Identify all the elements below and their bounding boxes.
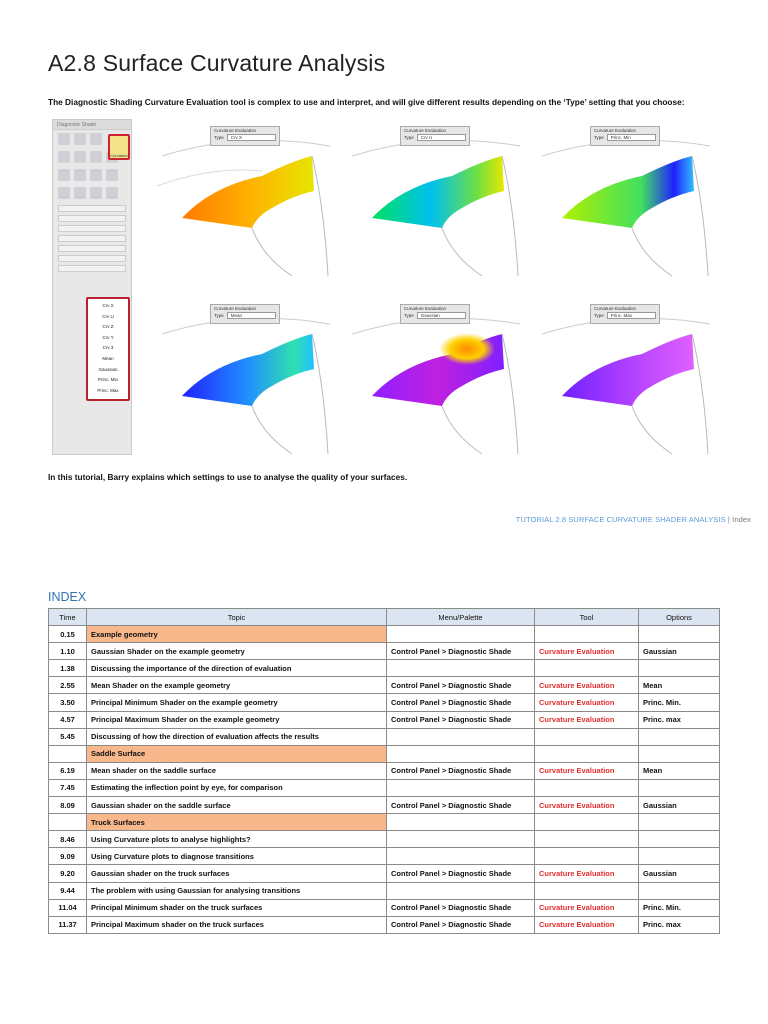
- panel-title: Curvature Evaluation: [594, 306, 637, 311]
- tool-cell: [535, 882, 639, 899]
- tool-cell: [535, 626, 639, 643]
- tool-cell: [535, 728, 639, 745]
- thumbnail-princ-min: [532, 116, 712, 281]
- table-row: [49, 882, 720, 899]
- type-label: Type: [214, 313, 224, 318]
- curvature-button[interactable]: [108, 134, 130, 160]
- curvature-evaluation-panel: [400, 126, 470, 146]
- transparency-field[interactable]: [58, 265, 126, 272]
- dropdown-option[interactable]: Crv 3: [102, 345, 114, 351]
- diagnostic-shade-palette: [52, 119, 132, 455]
- topic-cell: Gaussian shader on the saddle surface: [87, 797, 387, 814]
- type-select[interactable]: Mean: [227, 312, 276, 319]
- tutorial-link[interactable]: [516, 515, 751, 524]
- shade-icon[interactable]: [90, 169, 102, 181]
- type-label: Type: [594, 313, 604, 318]
- time-cell: 3.50: [49, 694, 87, 711]
- options-cell: Mean: [639, 677, 720, 694]
- outro-paragraph: In this tutorial, Barry explains which settings to use to analyse the quality of your surfaces.: [48, 472, 408, 482]
- table-row: [49, 694, 720, 711]
- curvature-evaluation-panel: [400, 304, 470, 324]
- panel-title: Curvature Evaluation: [404, 306, 447, 311]
- dropdown-option[interactable]: Crv Z: [102, 324, 114, 330]
- shade-icon[interactable]: [74, 133, 86, 145]
- table-row: [49, 728, 720, 745]
- menu-cell: [387, 848, 535, 865]
- menu-cell: Control Panel > Diagnostic Shade: [387, 677, 535, 694]
- menu-cell: Control Panel > Diagnostic Shade: [387, 797, 535, 814]
- shade-icon[interactable]: [58, 133, 70, 145]
- topic-cell: Discussing of how the direction of evaluation affects the results: [87, 728, 387, 745]
- tool-cell: Curvature Evaluation: [535, 711, 639, 728]
- shade-icon[interactable]: [58, 187, 70, 199]
- curvature-evaluation-panel: [590, 304, 660, 324]
- table-row: [49, 643, 720, 660]
- dropdown-option[interactable]: Gaussian: [98, 366, 118, 372]
- separator: |: [727, 515, 730, 524]
- level-field[interactable]: [58, 235, 126, 242]
- type-label: Type: [214, 135, 224, 140]
- time-cell: 11.37: [49, 916, 87, 933]
- type-select[interactable]: Princ. Max: [607, 312, 656, 319]
- topic-cell: Principal Minimum Shader on the example geometry: [87, 694, 387, 711]
- shade-icon[interactable]: [58, 151, 70, 163]
- table-row: [49, 626, 720, 643]
- shade-icon[interactable]: [106, 187, 118, 199]
- time-cell: 1.38: [49, 660, 87, 677]
- topic-cell: Discussing the importance of the direction of evaluation: [87, 660, 387, 677]
- shade-icon[interactable]: [90, 187, 102, 199]
- tutorial-link-text[interactable]: TUTORIAL 2.8 SURFACE CURVATURE SHADER ANALYSIS: [515, 515, 726, 524]
- type-label: Type: [404, 313, 414, 318]
- table-row: [49, 779, 720, 796]
- topic-cell: Estimating the inflection point by eye, for comparison: [87, 779, 387, 796]
- type-select[interactable]: Gaussian: [417, 312, 466, 319]
- header-time: Time: [49, 609, 87, 626]
- topic-cell: Example geometry: [87, 626, 387, 643]
- menu-cell: [387, 626, 535, 643]
- tool-cell: [535, 660, 639, 677]
- edge-length-field[interactable]: [58, 225, 126, 232]
- menu-cell: [387, 745, 535, 762]
- time-cell: 0.15: [49, 626, 87, 643]
- tool-cell: [535, 848, 639, 865]
- dropdown-option[interactable]: Crv U: [102, 313, 114, 319]
- index-link[interactable]: Index: [732, 515, 751, 524]
- curvature-evaluation-panel: [210, 304, 280, 324]
- options-cell: [639, 779, 720, 796]
- shade-icon[interactable]: [74, 151, 86, 163]
- tool-cell: [535, 779, 639, 796]
- table-row: [49, 848, 720, 865]
- type-dropdown[interactable]: [86, 297, 130, 401]
- topic-cell: Mean Shader on the example geometry: [87, 677, 387, 694]
- dropdown-option[interactable]: Princ. Min: [97, 377, 118, 383]
- tool-cell: [535, 814, 639, 831]
- menu-cell: Control Panel > Diagnostic Shade: [387, 899, 535, 916]
- palette-title: Diagnostic Shade: [53, 120, 131, 130]
- options-cell: Princ. Min.: [639, 694, 720, 711]
- tool-cell: Curvature Evaluation: [535, 899, 639, 916]
- tool-cell: Curvature Evaluation: [535, 797, 639, 814]
- options-cell: [639, 626, 720, 643]
- table-row: [49, 711, 720, 728]
- topic-cell: Principal Maximum Shader on the example geometry: [87, 711, 387, 728]
- options-cell: Gaussian: [639, 643, 720, 660]
- topic-cell: Mean shader on the saddle surface: [87, 762, 387, 779]
- table-row: [49, 745, 720, 762]
- menu-cell: [387, 882, 535, 899]
- options-cell: [639, 814, 720, 831]
- thumbnail-princ-max: [532, 294, 712, 459]
- topic-cell: Truck Surfaces: [87, 814, 387, 831]
- tool-cell: [535, 831, 639, 848]
- topic-cell: Principal Minimum shader on the truck surfaces: [87, 899, 387, 916]
- options-cell: Mean: [639, 762, 720, 779]
- panel-title: Curvature Evaluation: [214, 306, 257, 311]
- tolerance-field[interactable]: [58, 205, 126, 212]
- options-cell: [639, 882, 720, 899]
- menu-cell: Control Panel > Diagnostic Shade: [387, 711, 535, 728]
- curvature-evaluation-panel: [210, 126, 280, 146]
- tool-cell: Curvature Evaluation: [535, 762, 639, 779]
- tool-cell: Curvature Evaluation: [535, 865, 639, 882]
- shade-icon[interactable]: [58, 169, 70, 181]
- dropdown-option[interactable]: Mean: [102, 355, 114, 361]
- smoothness-field[interactable]: [58, 215, 126, 222]
- intro-paragraph: The Diagnostic Shading Curvature Evaluation tool is complex to use and interpret, and will give different results depending on the ‘Type’ setting that you choose:: [48, 97, 685, 107]
- header-menu: Menu/Palette: [387, 609, 535, 626]
- topic-cell: Saddle Surface: [87, 745, 387, 762]
- table-row: [49, 660, 720, 677]
- panel-title: Curvature Evaluation: [594, 128, 637, 133]
- menu-cell: [387, 728, 535, 745]
- type-label: Type: [594, 135, 604, 140]
- shade-icon[interactable]: [106, 169, 118, 181]
- thumbnail-gaussian: [342, 294, 522, 459]
- menu-cell: Control Panel > Diagnostic Shade: [387, 694, 535, 711]
- time-cell: 5.45: [49, 728, 87, 745]
- time-cell: 9.09: [49, 848, 87, 865]
- thumbnail-crv-x: [152, 116, 332, 281]
- topic-cell: Using Curvature plots to diagnose transitions: [87, 848, 387, 865]
- topic-cell: Principal Maximum shader on the truck surfaces: [87, 916, 387, 933]
- type-select[interactable]: Crv X: [227, 134, 276, 141]
- curvature-evaluation-panel: [590, 126, 660, 146]
- time-cell: 8.09: [49, 797, 87, 814]
- shade-icon[interactable]: [74, 169, 86, 181]
- table-row: [49, 677, 720, 694]
- header-tool: Tool: [535, 609, 639, 626]
- time-cell: 2.55: [49, 677, 87, 694]
- options-cell: Gaussian: [639, 797, 720, 814]
- header-options: Options: [639, 609, 720, 626]
- options-cell: [639, 728, 720, 745]
- curvature-figure: [52, 116, 718, 460]
- time-cell: 1.10: [49, 643, 87, 660]
- table-row: [49, 916, 720, 933]
- header-topic: Topic: [87, 609, 387, 626]
- shade-icon[interactable]: [90, 151, 102, 163]
- options-cell: [639, 831, 720, 848]
- shade-icon[interactable]: [74, 187, 86, 199]
- options-cell: [639, 848, 720, 865]
- type-select[interactable]: Crv U: [417, 134, 466, 141]
- options-cell: Princ. max: [639, 711, 720, 728]
- tool-cell: Curvature Evaluation: [535, 916, 639, 933]
- menu-cell: [387, 814, 535, 831]
- thumbnail-crv-u: [342, 116, 522, 281]
- menu-cell: [387, 660, 535, 677]
- topic-cell: Gaussian Shader on the example geometry: [87, 643, 387, 660]
- time-cell: 9.20: [49, 865, 87, 882]
- type-select[interactable]: Princ. Min: [607, 134, 656, 141]
- options-cell: [639, 745, 720, 762]
- table-row: [49, 865, 720, 882]
- menu-cell: Control Panel > Diagnostic Shade: [387, 916, 535, 933]
- panel-title: Curvature Evaluation: [404, 128, 447, 133]
- menu-cell: Control Panel > Diagnostic Shade: [387, 643, 535, 660]
- time-cell: 7.45: [49, 779, 87, 796]
- options-cell: Princ. Min.: [639, 899, 720, 916]
- dropdown-option[interactable]: Crv Y: [102, 334, 114, 340]
- page-title: A2.8 Surface Curvature Analysis: [48, 50, 386, 76]
- table-row: [49, 762, 720, 779]
- curvature-button-label: Curvature: [110, 153, 128, 158]
- options-cell: [639, 660, 720, 677]
- dropdown-option[interactable]: Crv X: [102, 303, 114, 308]
- table-row: [49, 899, 720, 916]
- time-cell: [49, 745, 87, 762]
- menu-cell: [387, 779, 535, 796]
- table-row: [49, 831, 720, 848]
- index-heading: INDEX: [48, 590, 87, 604]
- index-table: [48, 608, 720, 934]
- dropdown-option[interactable]: Princ. Max: [97, 387, 119, 393]
- menu-cell: Control Panel > Diagnostic Shade: [387, 762, 535, 779]
- topic-cell: Gaussian shader on the truck surfaces: [87, 865, 387, 882]
- table-header-row: [49, 609, 720, 626]
- tool-cell: Curvature Evaluation: [535, 643, 639, 660]
- topic-cell: The problem with using Gaussian for analysing transitions: [87, 882, 387, 899]
- topic-cell: Using Curvature plots to analyse highlights?: [87, 831, 387, 848]
- thumbnail-mean: [152, 294, 332, 459]
- time-cell: 9.44: [49, 882, 87, 899]
- time-cell: [49, 814, 87, 831]
- tool-cell: Curvature Evaluation: [535, 694, 639, 711]
- menu-cell: [387, 831, 535, 848]
- time-cell: 11.04: [49, 899, 87, 916]
- menu-cell: Control Panel > Diagnostic Shade: [387, 865, 535, 882]
- time-cell: 4.57: [49, 711, 87, 728]
- options-cell: Gaussian: [639, 865, 720, 882]
- curvature-field[interactable]: [58, 255, 126, 262]
- options-cell: Princ. max: [639, 916, 720, 933]
- tool-cell: [535, 745, 639, 762]
- time-cell: 6.19: [49, 762, 87, 779]
- type-label: Type: [404, 135, 414, 140]
- shade-icon[interactable]: [90, 133, 102, 145]
- panel-title: Curvature Evaluation: [214, 128, 257, 133]
- type-field[interactable]: [58, 245, 126, 252]
- table-row: [49, 814, 720, 831]
- table-row: [49, 797, 720, 814]
- time-cell: 8.46: [49, 831, 87, 848]
- tool-cell: Curvature Evaluation: [535, 677, 639, 694]
